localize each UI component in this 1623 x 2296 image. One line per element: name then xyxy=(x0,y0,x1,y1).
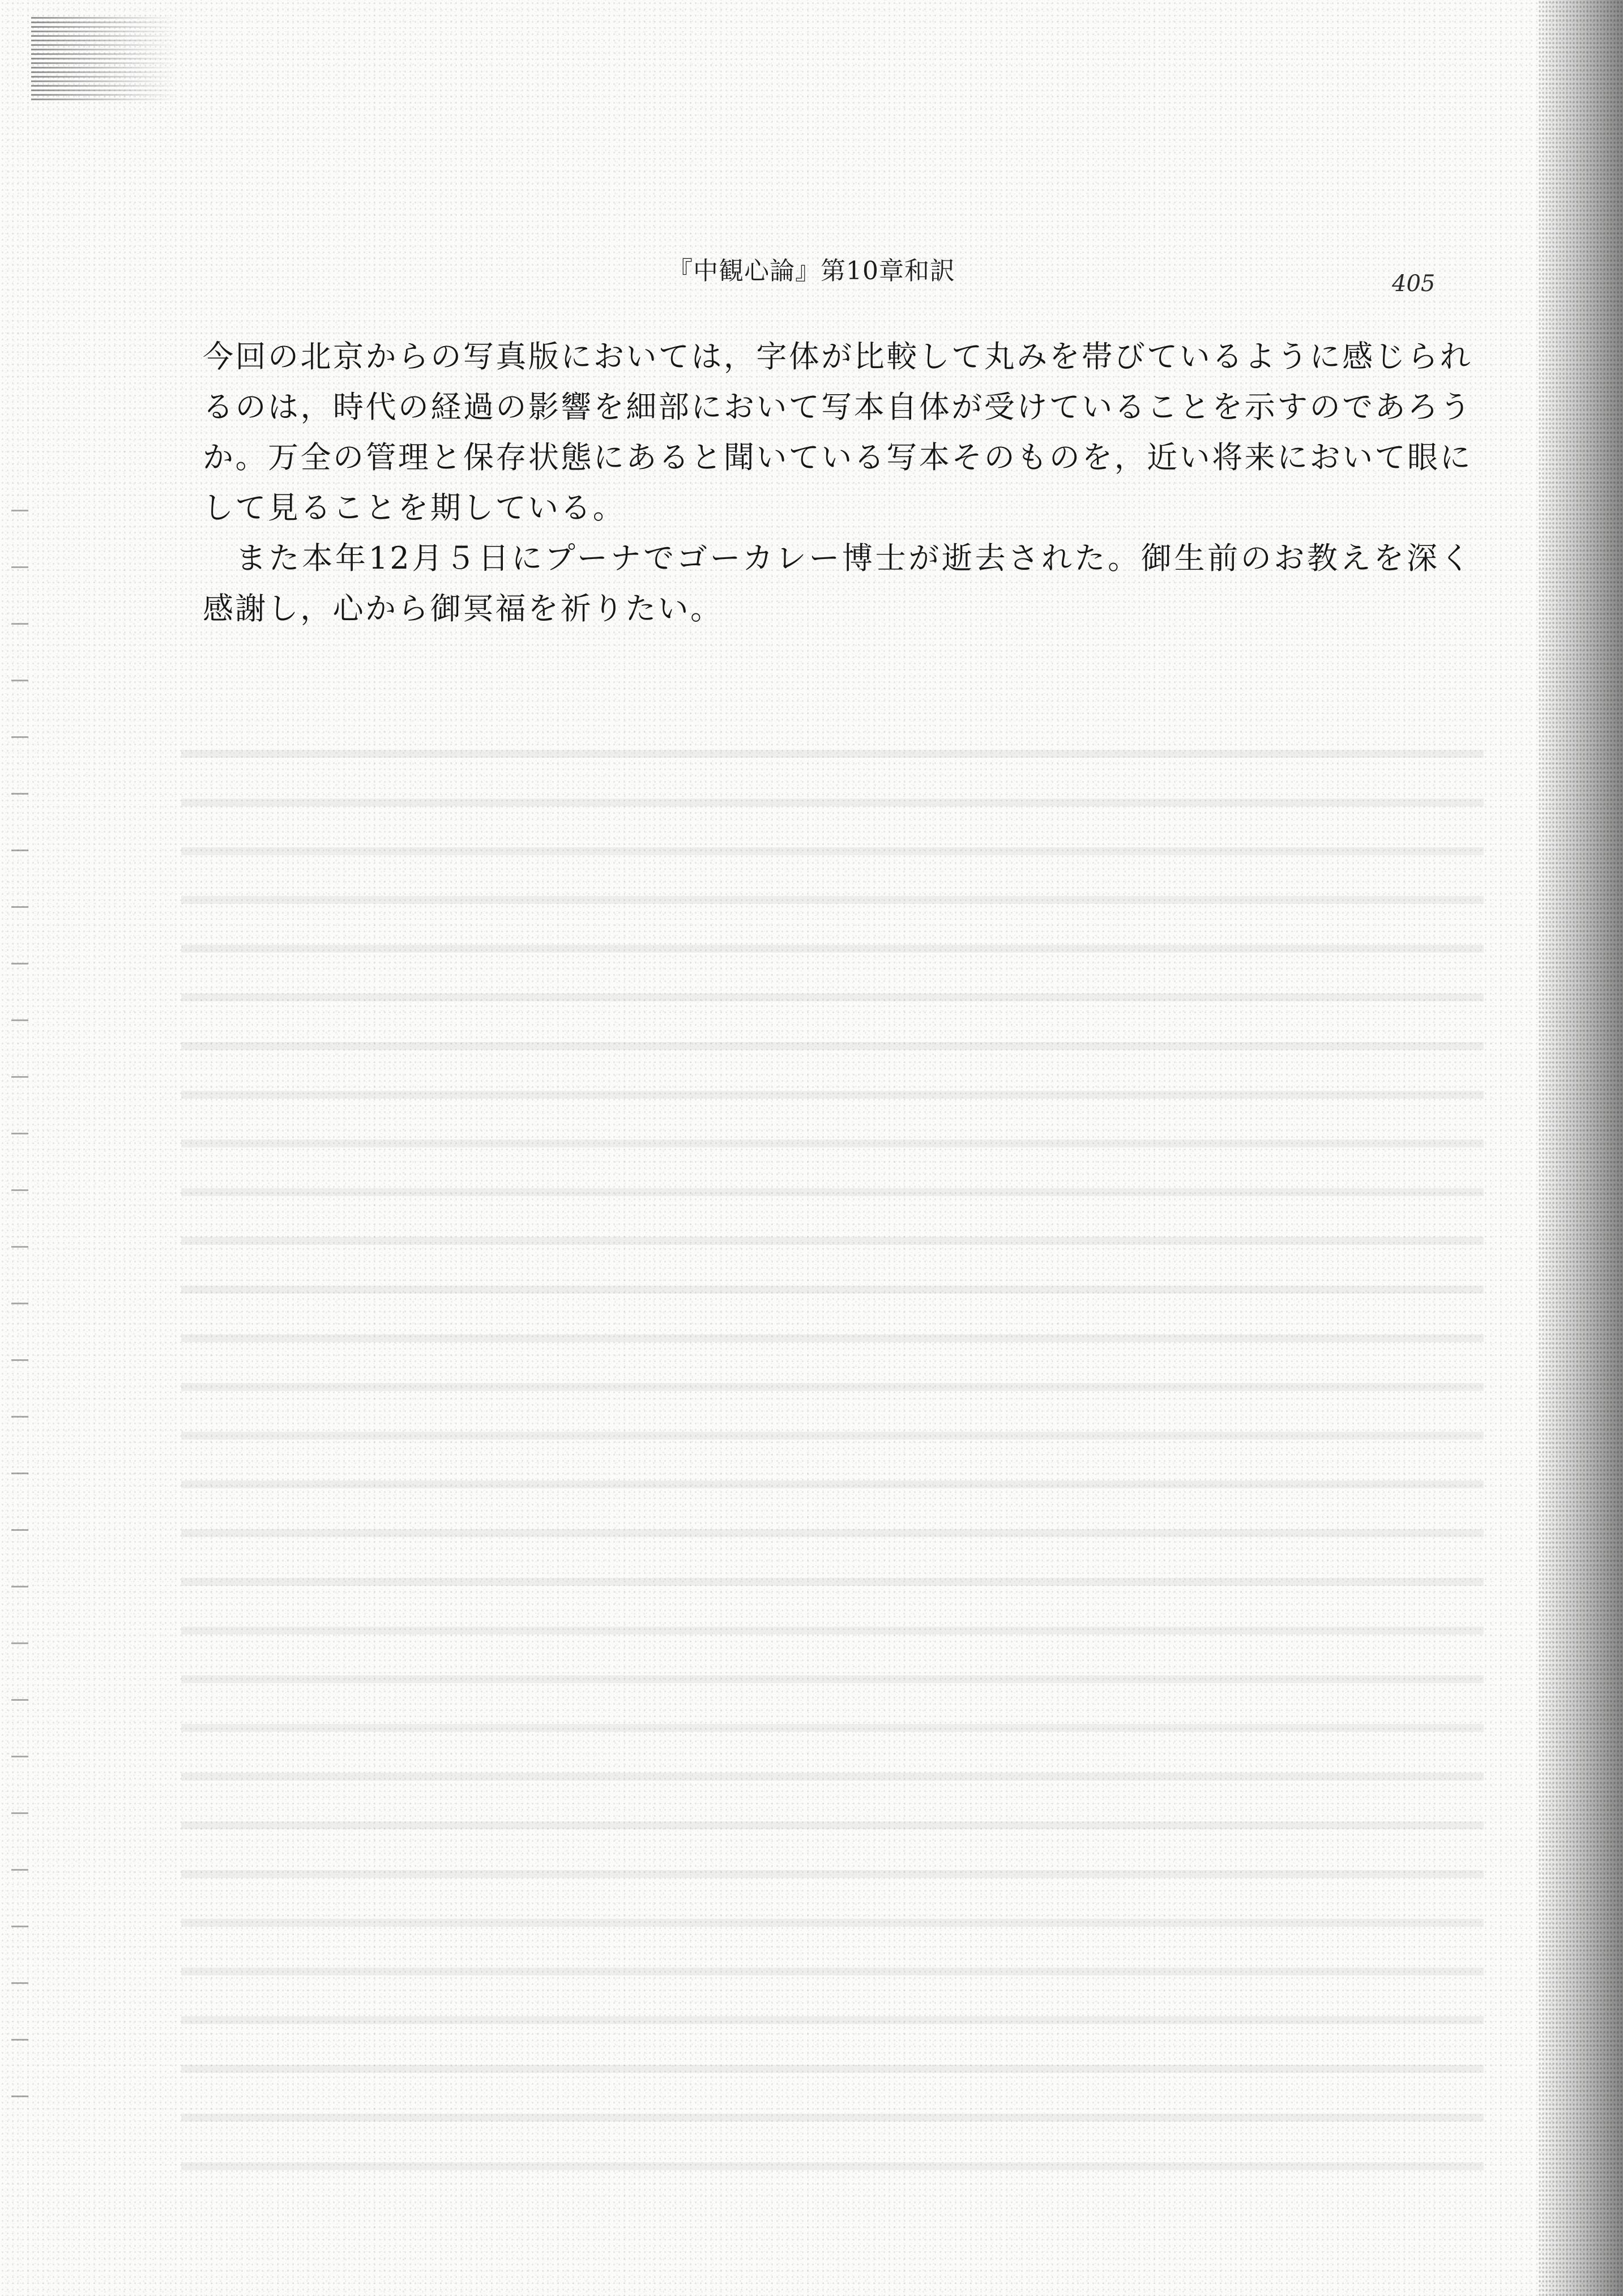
running-title: 『中観心論』第10章和訳 xyxy=(668,257,955,285)
bleed-through-text xyxy=(181,725,1484,2197)
paragraph-1: 今回の北京からの写真版においては，字体が比較して丸みを帯びているように感じられるのは，時代の経過の影響を細部において写本自体が受けていることを示すのであろうか。万全の管理と保存状態にあると聞いている写本そのものを，近い将来において眼にして見ることを期している。 xyxy=(203,339,1472,526)
margin-marks xyxy=(11,510,28,2152)
scan-edge-noise xyxy=(1538,0,1623,2296)
scan-smear xyxy=(31,17,178,102)
paragraph-2: また本年12月５日にプーナでゴーカレー博士が逝去された。御生前のお教えを深く感謝し，心から御冥福を祈りたい。 xyxy=(203,540,1472,626)
page-number: 405 xyxy=(1392,271,1436,297)
body-text xyxy=(203,331,1472,634)
